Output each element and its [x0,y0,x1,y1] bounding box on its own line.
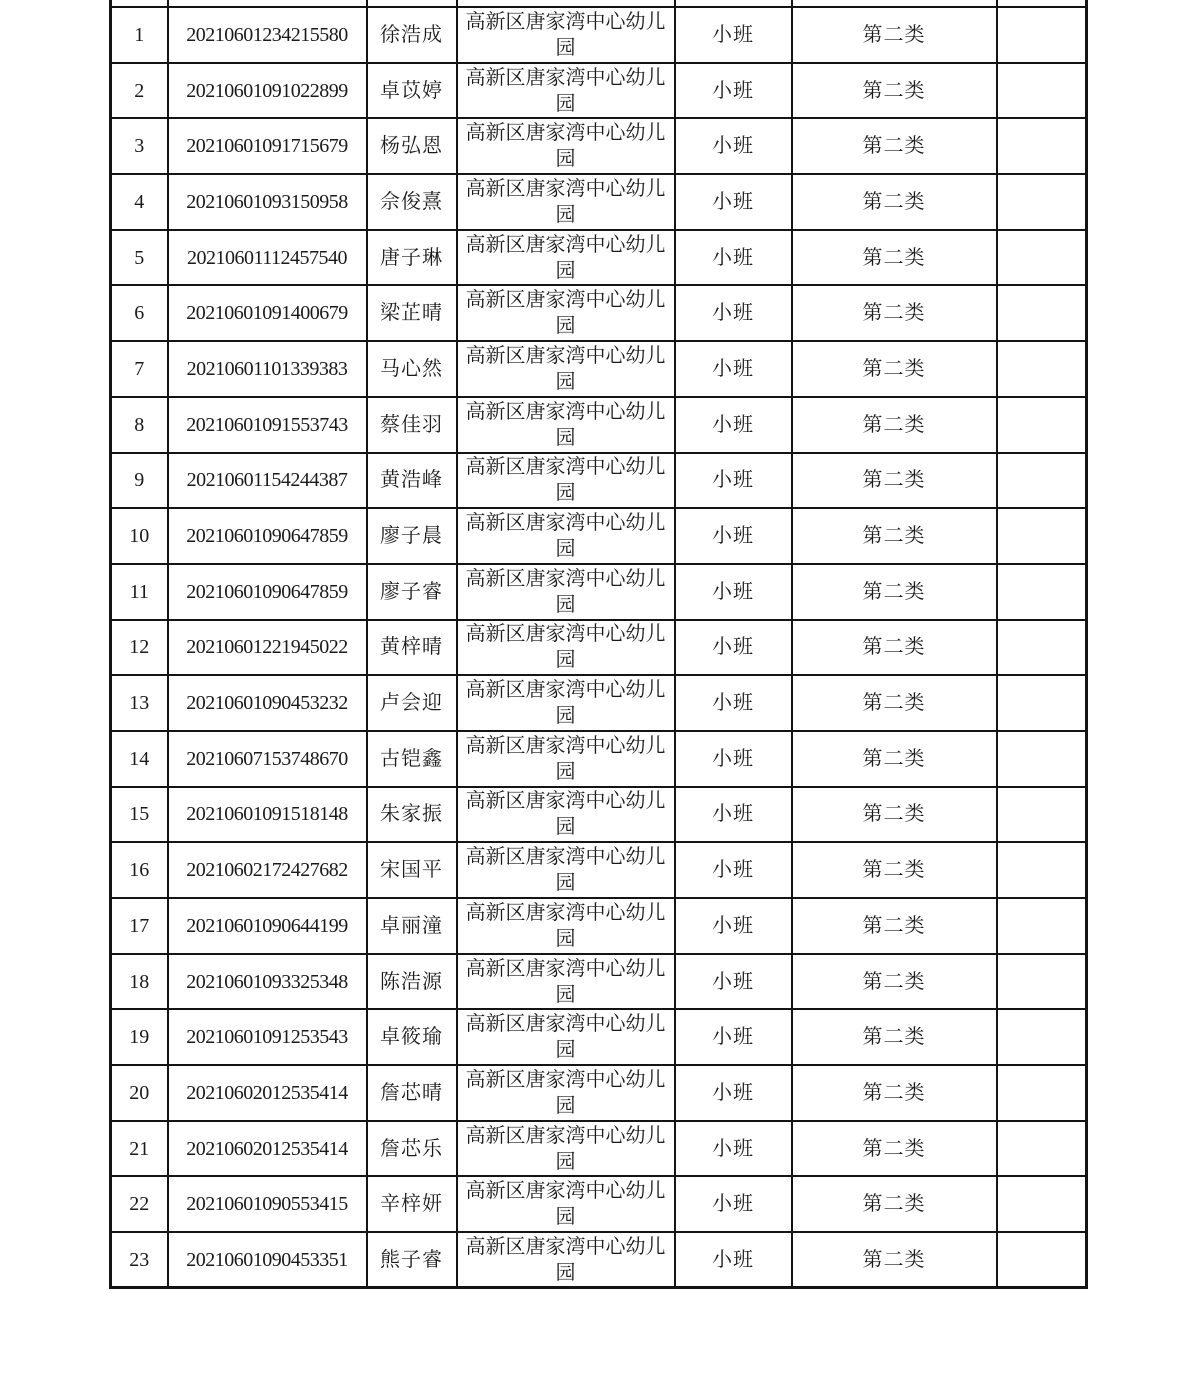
kindergarten-cell: 高新区唐家湾中心幼儿园 [457,397,675,453]
category-cell: 第二类 [792,341,997,397]
table-row [111,842,1087,898]
category-cell: 第二类 [792,1232,997,1288]
row-number-cell: 23 [111,1232,168,1288]
table-row [111,1121,1087,1177]
remark-cell [997,1176,1087,1232]
class-level-cell: 小班 [675,1176,792,1232]
class-level-cell: 小班 [675,1232,792,1288]
student-name-cell: 唐子琳 [367,230,457,286]
clipped-cell [111,0,168,7]
clipped-row [111,0,1087,7]
remark-cell [997,7,1087,63]
table-row [111,397,1087,453]
row-number-cell: 18 [111,954,168,1010]
remark-cell [997,564,1087,620]
student-id-cell: 20210601091553743 [168,397,367,453]
category-cell: 第二类 [792,731,997,787]
clipped-cell [457,0,675,7]
student-name-cell: 詹芯乐 [367,1121,457,1177]
class-level-cell: 小班 [675,453,792,509]
class-level-cell: 小班 [675,898,792,954]
table-row [111,118,1087,174]
student-id-cell: 20210601091022899 [168,63,367,119]
category-cell: 第二类 [792,508,997,564]
student-id-cell: 20210601090647859 [168,564,367,620]
remark-cell [997,341,1087,397]
remark-cell [997,620,1087,676]
category-cell: 第二类 [792,1176,997,1232]
student-id-cell: 20210601112457540 [168,230,367,286]
kindergarten-cell: 高新区唐家湾中心幼儿园 [457,898,675,954]
student-id-cell: 20210601093150958 [168,174,367,230]
remark-cell [997,285,1087,341]
student-name-cell: 陈浩源 [367,954,457,1010]
row-number-cell: 12 [111,620,168,676]
kindergarten-cell: 高新区唐家湾中心幼儿园 [457,118,675,174]
category-cell: 第二类 [792,453,997,509]
row-number-cell: 20 [111,1065,168,1121]
class-level-cell: 小班 [675,1065,792,1121]
kindergarten-cell: 高新区唐家湾中心幼儿园 [457,1232,675,1288]
student-id-cell: 20210601090644199 [168,898,367,954]
category-cell: 第二类 [792,285,997,341]
class-level-cell: 小班 [675,174,792,230]
student-name-cell: 徐浩成 [367,7,457,63]
table-row [111,675,1087,731]
kindergarten-cell: 高新区唐家湾中心幼儿园 [457,285,675,341]
kindergarten-cell: 高新区唐家湾中心幼儿园 [457,675,675,731]
student-id-cell: 20210607153748670 [168,731,367,787]
class-level-cell: 小班 [675,118,792,174]
category-cell: 第二类 [792,174,997,230]
row-number-cell: 9 [111,453,168,509]
student-id-cell: 20210601090647859 [168,508,367,564]
table-row [111,898,1087,954]
student-name-cell: 宋国平 [367,842,457,898]
kindergarten-cell: 高新区唐家湾中心幼儿园 [457,620,675,676]
kindergarten-cell: 高新区唐家湾中心幼儿园 [457,63,675,119]
kindergarten-cell: 高新区唐家湾中心幼儿园 [457,787,675,843]
row-number-cell: 8 [111,397,168,453]
clipped-cell [792,0,997,7]
row-number-cell: 1 [111,7,168,63]
student-name-cell: 佘俊熹 [367,174,457,230]
student-name-cell: 杨弘恩 [367,118,457,174]
class-level-cell: 小班 [675,1009,792,1065]
student-name-cell: 卓丽潼 [367,898,457,954]
kindergarten-cell: 高新区唐家湾中心幼儿园 [457,1065,675,1121]
student-name-cell: 廖子晨 [367,508,457,564]
row-number-cell: 13 [111,675,168,731]
category-cell: 第二类 [792,230,997,286]
class-level-cell: 小班 [675,842,792,898]
category-cell: 第二类 [792,63,997,119]
remark-cell [997,118,1087,174]
student-id-cell: 20210601093325348 [168,954,367,1010]
remark-cell [997,63,1087,119]
kindergarten-cell: 高新区唐家湾中心幼儿园 [457,731,675,787]
class-level-cell: 小班 [675,787,792,843]
kindergarten-cell: 高新区唐家湾中心幼儿园 [457,564,675,620]
table-row [111,787,1087,843]
student-name-cell: 古铠鑫 [367,731,457,787]
category-cell: 第二类 [792,118,997,174]
class-level-cell: 小班 [675,954,792,1010]
row-number-cell: 6 [111,285,168,341]
table-row [111,1009,1087,1065]
student-id-cell: 20210602012535414 [168,1121,367,1177]
category-cell: 第二类 [792,397,997,453]
class-level-cell: 小班 [675,341,792,397]
class-level-cell: 小班 [675,564,792,620]
table-row [111,954,1087,1010]
clipped-cell [997,0,1087,7]
remark-cell [997,898,1087,954]
table-row [111,1232,1087,1288]
kindergarten-cell: 高新区唐家湾中心幼儿园 [457,230,675,286]
student-name-cell: 卓苡婷 [367,63,457,119]
table-row [111,63,1087,119]
row-number-cell: 4 [111,174,168,230]
table-row [111,341,1087,397]
student-name-cell: 熊子睿 [367,1232,457,1288]
student-id-cell: 20210601221945022 [168,620,367,676]
student-name-cell: 黄梓晴 [367,620,457,676]
student-name-cell: 卓筱瑜 [367,1009,457,1065]
kindergarten-cell: 高新区唐家湾中心幼儿园 [457,954,675,1010]
table-row [111,1065,1087,1121]
table-row [111,285,1087,341]
remark-cell [997,174,1087,230]
row-number-cell: 17 [111,898,168,954]
clipped-cell [367,0,457,7]
student-id-cell: 20210601234215580 [168,7,367,63]
table-row [111,453,1087,509]
remark-cell [997,1121,1087,1177]
student-name-cell: 马心然 [367,341,457,397]
category-cell: 第二类 [792,787,997,843]
kindergarten-cell: 高新区唐家湾中心幼儿园 [457,1176,675,1232]
table-row [111,230,1087,286]
kindergarten-cell: 高新区唐家湾中心幼儿园 [457,1009,675,1065]
remark-cell [997,842,1087,898]
student-name-cell: 詹芯晴 [367,1065,457,1121]
kindergarten-cell: 高新区唐家湾中心幼儿园 [457,508,675,564]
class-level-cell: 小班 [675,1121,792,1177]
remark-cell [997,731,1087,787]
row-number-cell: 21 [111,1121,168,1177]
row-number-cell: 14 [111,731,168,787]
remark-cell [997,1009,1087,1065]
remark-cell [997,508,1087,564]
student-id-cell: 20210601090553415 [168,1176,367,1232]
category-cell: 第二类 [792,675,997,731]
remark-cell [997,954,1087,1010]
kindergarten-cell: 高新区唐家湾中心幼儿园 [457,842,675,898]
remark-cell [997,397,1087,453]
class-level-cell: 小班 [675,230,792,286]
category-cell: 第二类 [792,7,997,63]
remark-cell [997,230,1087,286]
table-row [111,564,1087,620]
table-row [111,174,1087,230]
kindergarten-cell: 高新区唐家湾中心幼儿园 [457,1121,675,1177]
student-name-cell: 辛梓妍 [367,1176,457,1232]
class-level-cell: 小班 [675,620,792,676]
class-level-cell: 小班 [675,675,792,731]
class-level-cell: 小班 [675,285,792,341]
clipped-cell [168,0,367,7]
category-cell: 第二类 [792,1121,997,1177]
student-name-cell: 蔡佳羽 [367,397,457,453]
kindergarten-cell: 高新区唐家湾中心幼儿园 [457,7,675,63]
student-id-cell: 20210601154244387 [168,453,367,509]
student-name-cell: 黄浩峰 [367,453,457,509]
clipped-cell [675,0,792,7]
class-level-cell: 小班 [675,397,792,453]
student-id-cell: 20210601090453232 [168,675,367,731]
student-name-cell: 梁芷晴 [367,285,457,341]
table-row [111,1176,1087,1232]
table-row [111,620,1087,676]
student-id-cell: 20210601091253543 [168,1009,367,1065]
remark-cell [997,1065,1087,1121]
remark-cell [997,1232,1087,1288]
student-name-cell: 廖子睿 [367,564,457,620]
class-level-cell: 小班 [675,508,792,564]
kindergarten-cell: 高新区唐家湾中心幼儿园 [457,453,675,509]
row-number-cell: 19 [111,1009,168,1065]
row-number-cell: 5 [111,230,168,286]
row-number-cell: 7 [111,341,168,397]
class-level-cell: 小班 [675,7,792,63]
student-id-cell: 20210601091400679 [168,285,367,341]
category-cell: 第二类 [792,564,997,620]
student-id-cell: 20210601091518148 [168,787,367,843]
table-row [111,731,1087,787]
category-cell: 第二类 [792,898,997,954]
category-cell: 第二类 [792,954,997,1010]
row-number-cell: 22 [111,1176,168,1232]
remark-cell [997,787,1087,843]
student-name-cell: 卢会迎 [367,675,457,731]
student-id-cell: 20210601101339383 [168,341,367,397]
kindergarten-cell: 高新区唐家湾中心幼儿园 [457,341,675,397]
row-number-cell: 15 [111,787,168,843]
row-number-cell: 16 [111,842,168,898]
category-cell: 第二类 [792,620,997,676]
student-id-cell: 20210601091715679 [168,118,367,174]
row-number-cell: 10 [111,508,168,564]
remark-cell [997,453,1087,509]
student-name-cell: 朱家振 [367,787,457,843]
student-id-cell: 20210601090453351 [168,1232,367,1288]
row-number-cell: 11 [111,564,168,620]
row-number-cell: 2 [111,63,168,119]
student-id-cell: 20210602172427682 [168,842,367,898]
remark-cell [997,675,1087,731]
table-row [111,7,1087,63]
class-level-cell: 小班 [675,731,792,787]
enrollment-table [109,0,1088,1289]
table-body [111,0,1087,1288]
row-number-cell: 3 [111,118,168,174]
category-cell: 第二类 [792,842,997,898]
student-id-cell: 20210602012535414 [168,1065,367,1121]
category-cell: 第二类 [792,1065,997,1121]
kindergarten-cell: 高新区唐家湾中心幼儿园 [457,174,675,230]
class-level-cell: 小班 [675,63,792,119]
category-cell: 第二类 [792,1009,997,1065]
table-row [111,508,1087,564]
